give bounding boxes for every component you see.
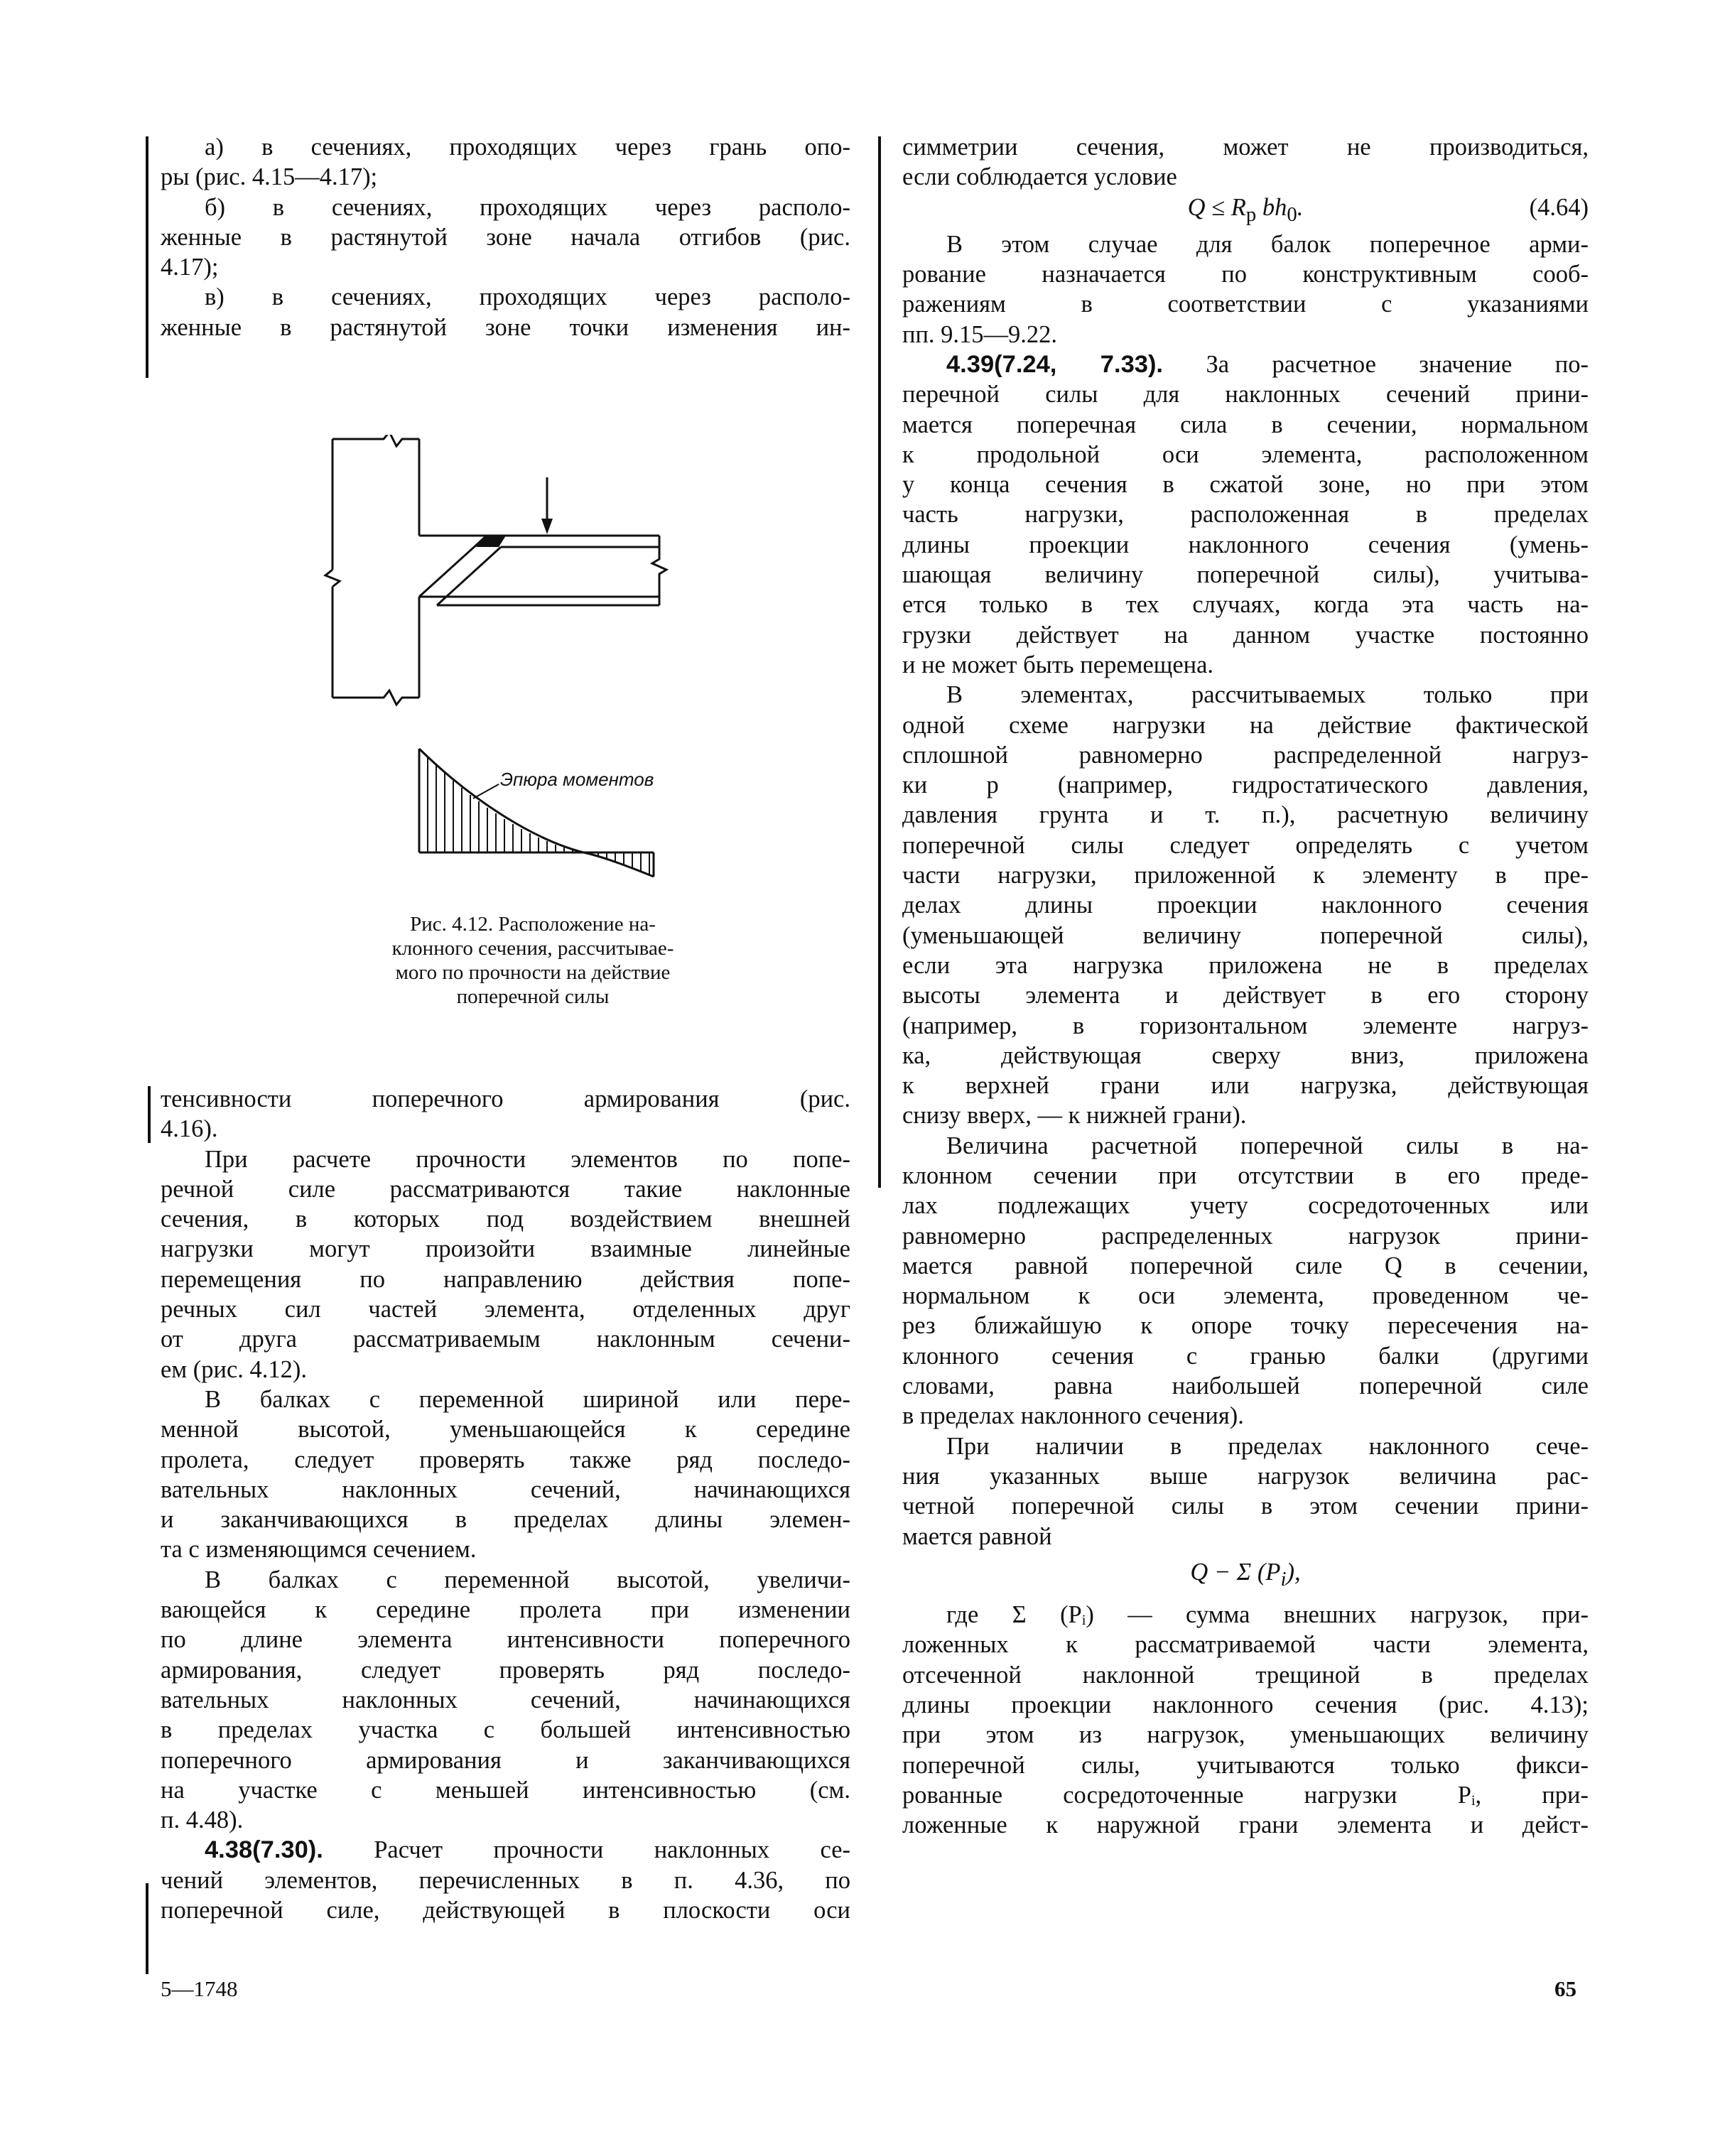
text-line: в пределах участка с большей интенсивностью [161,1716,850,1744]
caption-line: мого по прочности на действие [395,961,671,984]
change-bar [146,136,148,378]
text-line: женные в растянутой зоне точки изменения ин- [161,313,850,341]
change-bar [148,1086,151,1143]
text-line: пп. 9.15—9.22. [902,320,1058,348]
text-line: у конца сечения в сжатой зоне, но при этом [902,471,1589,499]
label-leader [473,784,499,798]
text-line: равномерно распределенных нагрузок прини- [902,1222,1589,1250]
change-bar [878,136,881,1188]
text-line: ложенных к рассматриваемой части элемента, [902,1631,1589,1659]
text-line: и заканчивающихся в пределах длины элемен- [161,1506,850,1534]
text-line: Величина расчетной поперечной силы в на- [946,1132,1589,1159]
text-line: отсеченной наклонной трещиной в пределах [902,1661,1589,1689]
text-line: пролета, следует проверять также ряд последо- [161,1446,850,1473]
text-line: давления грунта и т. п.), расчетную величину [902,801,1589,829]
text-line: шающая величину поперечной силы), учитыва- [902,561,1589,589]
text-span: За расчетное значение по- [1163,350,1589,378]
text-line: части нагрузки, приложенной к элементу в пре- [902,862,1589,889]
caption-line: поперечной силы [456,985,610,1008]
text-line: ем (рис. 4.12). [161,1355,308,1383]
caption-line: клонного сечения, рассчитывае- [391,937,674,960]
formula-end: ), [1286,1558,1301,1586]
text-line: вательных наклонных сечений, начинающихся [161,1475,850,1503]
text-line: (например, в горизонтальном элементе нагруз- [902,1012,1589,1039]
text-line: рованные сосредоточенные нагрузки Pᵢ, при- [902,1781,1589,1809]
text-line: по длине элемента интенсивности поперечного [161,1626,850,1654]
formula-sub: 0 [1287,202,1297,226]
text-line: сплошной равномерно распределенной нагруз- [902,741,1589,769]
text-line: речной силе рассматриваются такие наклонные [161,1175,850,1203]
text-line: снизу вверх, — к нижней грани). [902,1102,1247,1130]
text-line: часть нагрузки, расположенная в пределах [902,501,1589,529]
text-line: в) в сечениях, проходящих через располо- [205,283,850,311]
text-line: и не может быть перемещена. [902,651,1214,678]
text-line: словами, равна наибольшей поперечной силе [902,1372,1589,1400]
text-line: В балках с переменной высотой, увеличи- [205,1566,850,1593]
column-left-break [325,570,340,587]
text-line: п. 4.48). [161,1806,244,1834]
left-column-bottom [161,1084,850,1925]
text-line: поперечного армирования и заканчивающихся [161,1746,850,1774]
text-line: симметрии сечения, может не производиться, [902,134,1589,161]
formula-body: Q − Σ (P [1190,1558,1281,1586]
left-column-top [161,132,850,342]
signature-mark: 5—1748 [161,1976,238,2001]
section-number: 4.39(7.24, 7.33). [946,350,1164,378]
text-line: длины проекции наклонного сечения (умень- [902,531,1589,558]
text-line: 4.16). [161,1115,218,1143]
text-line: ка, действующая сверху вниз, приложена [902,1041,1589,1069]
text-line: к верхней грани или нагрузка, действующая [902,1072,1589,1100]
text-line: армирования, следует проверять ряд последо- [161,1656,850,1684]
text-line: мается поперечная сила в сечении, нормальном [902,411,1589,438]
column-bottom-break [332,690,419,705]
text-line: поперечной силы следует определять с учетом [902,831,1589,859]
text-line [161,1835,850,1865]
load-arrow-head [541,519,553,534]
text-line: женные в растянутой зоне начала отгибов (рис. [161,223,850,251]
section-number: 4.38(7.30). [205,1836,323,1864]
text-line: а) в сечениях, проходящих через грань опо- [205,134,850,161]
text-line: где Σ (Pᵢ) — сумма внешних нагрузок, при- [946,1601,1589,1629]
text-line: ния указанных выше нагрузок величина рас- [902,1462,1589,1490]
text-line: тенсивности поперечного армирования (рис. [161,1085,850,1112]
formula-sub: р [1245,202,1257,226]
text-line: 4.17); [161,254,219,281]
text-line: к продольной оси элемента, расположенном [902,440,1589,468]
text-line: длины проекции наклонного сечения (рис. 4.13); [902,1691,1589,1718]
text-line: речных сил частей элемента, отделенных друг [161,1296,850,1323]
formula-lhs: Q ≤ R [1187,193,1246,221]
text-line: мается равной поперечной силе Q в сечении, [902,1252,1589,1279]
text-line: одной схеме нагрузки на действие фактической [902,711,1589,739]
text-line: перемещения по направлению действия попе- [161,1265,850,1293]
text-span: Расчет прочности наклонных се- [323,1836,850,1864]
text-line: лах подлежащих учету сосредоточенных или [902,1192,1589,1220]
text-line: при этом из нагрузок, уменьшающих величину [902,1721,1589,1749]
figure-4-12 [313,435,753,904]
text-line: перечной силы для наклонных сечений прини- [902,381,1589,408]
text-line: сечения, в которых под воздействием внешней [161,1206,850,1233]
text-line: б) в сечениях, проходящих через располо- [205,193,850,221]
text-line: делах длины проекции наклонного сечения [902,892,1589,919]
text-line: вательных наклонных сечений, начинающихся [161,1686,850,1713]
right-column [902,132,1589,1840]
equation-number: (4.64) [1529,193,1589,221]
text-line: рез ближайшую к опоре точку пересечения на- [902,1312,1589,1340]
text-line: на участке с меньшей интенсивностью (см. [161,1776,850,1804]
text-line: нагрузки могут произойти взаимные линейные [161,1235,850,1263]
text-line [902,350,1589,379]
text-line: вающейся к середине пролета при изменении [161,1596,850,1624]
text-line: нормальном к оси элемента, проведенном че- [902,1282,1589,1310]
text-line: если соблюдается условие [902,163,1177,191]
text-line: клонного сечения с гранью балки (другими [902,1342,1589,1370]
text-line: ложенные к наружной грани элемента и дейст- [902,1811,1589,1839]
text-line: клонном сечении при отсутствии в его преде- [902,1161,1589,1189]
text-line: При расчете прочности элементов по попе- [205,1145,850,1173]
text-line: поперечной силы, учитываются только фикси- [902,1751,1589,1779]
text-line: четной поперечной силы в этом сечении прини- [902,1493,1589,1520]
column-top-break [332,435,419,446]
compressed-zone-wedge [476,536,506,547]
moment-diagram-label: Эпюра моментов [500,769,654,790]
change-bar [146,1883,148,1974]
formula-end: . [1297,193,1304,221]
text-line: В этом случае для балок поперечное арми- [946,230,1589,258]
moment-curve [419,749,654,877]
text-line: грузки действует на данном участке постоянно [902,621,1589,649]
text-line: поперечной силе, действующей в плоскости оси [161,1897,850,1924]
text-line: ки p (например, гидростатического давления, [902,771,1589,799]
text-line: чений элементов, перечисленных в п. 4.36, по [161,1866,850,1894]
formula-sub: i [1280,1567,1287,1591]
text-line: в пределах наклонного сечения). [902,1402,1244,1430]
page-number: 65 [1554,1976,1576,2001]
text-line: та с изменяющимся сечением. [161,1536,477,1564]
inclined-section [419,536,487,597]
text-line: В балках с переменной шириной или пере- [205,1385,850,1413]
text-line: от друга рассматриваемым наклонным сечени- [161,1326,850,1353]
text-line: рование назначается по конструктивным сооб- [902,261,1589,288]
text-line: мается равной [902,1522,1052,1550]
formula-mid: bh [1256,193,1287,221]
text-line: ры (рис. 4.15—4.17); [161,163,378,191]
text-line: менной высотой, уменьшающейся к середине [161,1416,850,1443]
text-line: (уменьшающей величину поперечной силы), [902,921,1589,949]
text-line: высоты элемента и действует в его сторону [902,982,1589,1009]
figure-caption [313,912,753,1009]
text-line: ется только в тех случаях, когда эта часть на- [902,591,1589,619]
caption-line: Рис. 4.12. Расположение на- [410,913,656,936]
formula-4-64 [902,193,1589,229]
text-line: В элементах, рассчитываемых только при [946,681,1589,709]
text-line: При наличии в пределах наклонного сече- [946,1432,1589,1460]
text-line: если эта нагрузка приложена не в пределах [902,951,1589,979]
formula-load-sum [902,1557,1589,1594]
text-line: ражениям в соответствии с указаниями [902,291,1589,318]
